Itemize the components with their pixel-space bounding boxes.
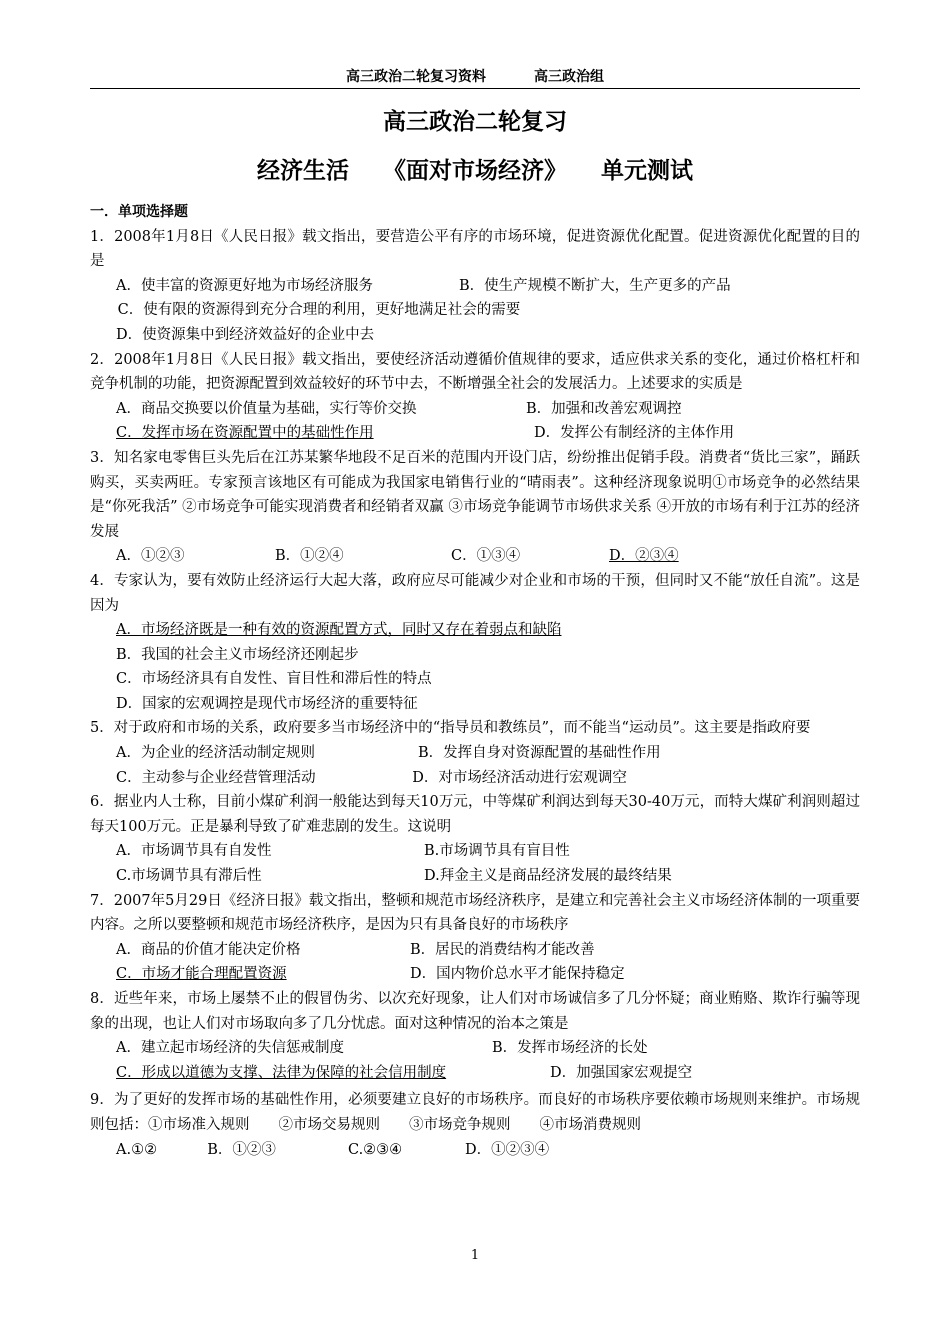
subtitle-part-c: 单元测试	[601, 158, 693, 184]
question-6-option-a: A．市场调节具有自发性	[116, 843, 272, 860]
question-4-option-d: D．国家的宏观调控是现代市场经济的重要特征	[116, 695, 418, 712]
question-9-option-d: D．①②③④	[465, 1141, 550, 1158]
question-2-option-d: D．发挥公有制经济的主体作用	[534, 425, 735, 442]
question-5-option-b: B．发挥自身对资源配置的基础性作用	[418, 745, 661, 762]
question-7-option-b: B．居民的消费结构才能改善	[410, 941, 595, 958]
question-7-stem: 7．2007年5月29日《经济日报》载文指出，整顿和规范市场经济秩序，是建立和完善社会主义市场经济体制的一项重要内容。之所以要整顿和规范市场经济秩序，是因为只有具备良好的市场秩序	[90, 892, 860, 934]
question-5-stem: 5．对于政府和市场的关系，政府要多当市场经济中的“指导员和教练员”，而不能当“运动员”。这主要是指政府要	[90, 720, 811, 737]
question-4-option-b-row	[90, 643, 860, 668]
question-9-option-b: B．①②③	[207, 1141, 276, 1158]
question-1-options-row3	[90, 323, 860, 348]
question-7-option-d: D．国内物价总水平才能保持稳定	[410, 966, 625, 983]
question-1-option-c: C．使有限的资源得到充分合理的利用，更好地满足社会的需要	[117, 302, 521, 319]
question-8-option-b: B．发挥市场经济的长处	[492, 1040, 648, 1057]
question-1-option-d: D．使资源集中到经济效益好的企业中去	[116, 326, 375, 343]
question-9-option-a: A.①②	[116, 1141, 158, 1158]
question-3-options	[90, 544, 860, 569]
page-number: 1	[470, 1248, 480, 1263]
question-1-option-a: A．使丰富的资源更好地为市场经济服务	[116, 277, 373, 294]
question-4-option-d-row	[90, 692, 860, 717]
question-1-option-b: B．使生产规模不断扩大，生产更多的产品	[459, 277, 731, 294]
question-1-options-row2	[90, 298, 860, 323]
question-1-stem: 1．2008年1月8日《人民日报》载文指出，要营造公平有序的市场环境，促进资源优化配置。促进资源优化配置的目的是	[90, 228, 860, 270]
question-8-option-a: A．建立起市场经济的失信惩戒制度	[116, 1040, 344, 1057]
question-3-option-d: D．②③④	[609, 548, 679, 565]
question-5-options-row1	[90, 741, 860, 766]
question-6-option-b: B.市场调节具有盲目性	[424, 843, 570, 860]
question-4-option-b: B．我国的社会主义市场经济还刚起步	[116, 646, 359, 663]
question-8-options-row2	[90, 1061, 860, 1086]
question-7-options-row1	[90, 938, 860, 963]
question-5-option-c: C．主动参与企业经营管理活动	[116, 769, 316, 786]
subtitle-part-b: 《面对市场经济》	[383, 158, 567, 184]
question-6-option-c: C.市场调节具有滞后性	[116, 868, 262, 885]
question-3-option-c: C．①③④	[451, 548, 521, 565]
question-4-option-a-row	[90, 618, 860, 643]
question-2-option-b: B．加强和改善宏观调控	[526, 400, 682, 417]
question-9-option-c: C.②③④	[348, 1141, 403, 1158]
header-right: 高三政治组	[534, 69, 604, 85]
question-2-options-row1	[90, 397, 860, 422]
question-5-option-d: D．对市场经济活动进行宏观调空	[412, 769, 627, 786]
question-3-option-b: B．①②④	[275, 548, 344, 565]
section-heading: 一．单项选择题	[90, 204, 188, 220]
question-9-options	[90, 1138, 860, 1163]
question-2-option-c: C．发挥市场在资源配置中的基础性作用	[116, 425, 374, 442]
question-6-stem: 6．据业内人士称，目前小煤矿利润一般能达到每天10万元，中等煤矿利润达到每天30-40万元，而特大煤矿利润则超过每天100万元。正是暴利导致了矿难悲剧的发生。这说明	[90, 794, 860, 835]
question-8-stem: 8．近些年来，市场上屡禁不止的假冒伪劣、以次充好现象，让人们对市场诚信多了几分怀疑；商业贿赂、欺诈行骗等现象的出现，也让人们对市场取向多了几分忧虑。面对这种情况的治本之策是	[90, 991, 860, 1032]
question-2-stem: 2．2008年1月8日《人民日报》载文指出，要使经济活动遵循价值规律的要求，适应供求关系的变化，通过价格杠杆和竞争机制的功能，把资源配置到效益较好的环节中去，不断增强全社会的发展活力。上述要求的实质是	[90, 351, 860, 393]
question-9-stem: 9．为了更好的发挥市场的基础性作用，必须要建立良好的市场秩序。而良好的市场秩序要依赖市场规则来维护。市场规则包括：①市场准入规则 ②市场交易规则 ③市场竞争规则 ④市场消费规则	[90, 1092, 860, 1133]
question-6-options-row2	[90, 864, 860, 889]
question-4-stem: 4．专家认为，要有效防止经济运行大起大落，政府应尽可能减少对企业和市场的干预，但同时又不能“放任自流”。这是因为	[90, 572, 860, 614]
subtitle-part-a: 经济生活	[257, 158, 349, 184]
main-title: 高三政治二轮复习	[383, 109, 567, 135]
header-left: 高三政治二轮复习资料	[346, 69, 486, 85]
question-7-option-a: A．商品的价值才能决定价格	[116, 941, 301, 958]
question-3-stem: 3．知名家电零售巨头先后在江苏某繁华地段不足百米的范围内开设门店，纷纷推出促销手段。消费者“货比三家”，踊跃购买，买卖两旺。专家预言该地区有可能成为我国家电销售行业的“晴雨表”。这种经济现象说明①市场竞争的必然结果是“你死我活” ②市场竞争可能实现消费者和经销者双赢 ③市场竞争能调节市场供求关系 ④开放的市场有利于江苏的经济发展	[90, 449, 860, 540]
question-4-option-c: C．市场经济具有自发性、盲目性和滞后性的特点	[116, 671, 432, 688]
question-6-option-d: D.拜金主义是商品经济发展的最终结果	[424, 868, 672, 885]
question-2-options-row2	[90, 421, 860, 446]
question-6-options-row1	[90, 839, 860, 864]
question-8-options-row1	[90, 1036, 860, 1061]
question-7-options-row2	[90, 962, 860, 987]
question-8-option-c: C．形成以道德为支撑、法律为保障的社会信用制度	[116, 1064, 447, 1081]
question-4-option-a: A．市场经济既是一种有效的资源配置方式，同时又存在着弱点和缺陷	[116, 622, 562, 639]
running-header	[90, 68, 860, 89]
question-3-option-a: A．①②③	[116, 548, 185, 565]
question-1-options-row1	[90, 274, 860, 299]
question-list	[90, 200, 860, 1162]
subtitle	[0, 155, 950, 187]
question-5-option-a: A．为企业的经济活动制定规则	[116, 745, 315, 762]
question-2-option-a: A．商品交换要以价值量为基础，实行等价交换	[116, 400, 417, 417]
question-8-option-d: D．加强国家宏观提空	[550, 1064, 693, 1081]
question-5-options-row2	[90, 766, 860, 791]
question-7-option-c: C．市场才能合理配置资源	[116, 966, 287, 983]
question-4-option-c-row	[90, 667, 860, 692]
